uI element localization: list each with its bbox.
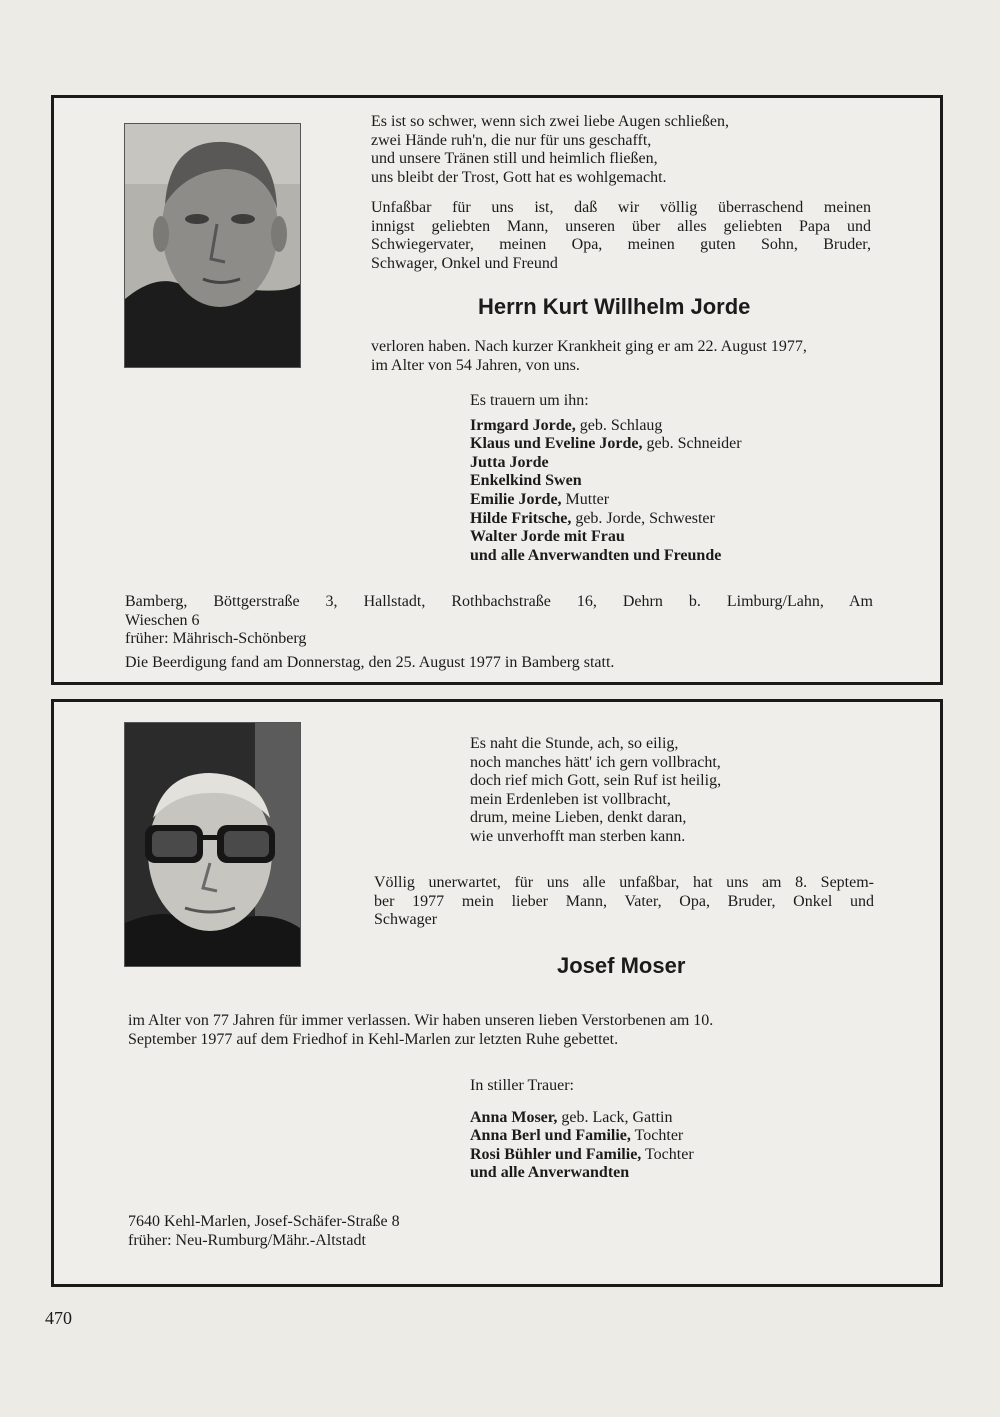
portrait-image-moser bbox=[125, 723, 300, 966]
mourners-list bbox=[470, 1077, 694, 1183]
announcement-line: Schwiegervater, meinen Opa, meinen guten Sohn, Bruder, bbox=[371, 236, 871, 254]
poem-line: zwei Hände ruh'n, die nur für uns geschafft, bbox=[371, 131, 652, 149]
mourner-entry: Hilde Fritsche, geb. Jorde, Schwester bbox=[470, 509, 715, 527]
deceased-name: Josef Moser bbox=[557, 953, 686, 978]
mourner-entry: Irmgard Jorde, geb. Schlaug bbox=[470, 416, 663, 434]
death-announcement bbox=[371, 199, 871, 273]
announcement-line: Völlig unerwartet, für uns alle unfaßbar, hat uns am 8. Septem- bbox=[374, 874, 874, 891]
memorial-poem bbox=[470, 735, 721, 847]
details-line: verloren haben. Nach kurzer Krankheit ging er am 22. August 1977, bbox=[371, 338, 807, 355]
mourner-entry: und alle Anverwandten und Freunde bbox=[470, 546, 722, 564]
announcement-line: Unfaßbar für uns ist, daß wir völlig überraschend meinen bbox=[371, 199, 871, 216]
details-line: im Alter von 77 Jahren für immer verlassen. Wir haben unseren lieben Verstorbenen am 10. bbox=[128, 1012, 714, 1029]
announcement-line: Schwager, Onkel und Freund bbox=[371, 254, 558, 272]
details-line: im Alter von 54 Jahren, von uns. bbox=[371, 356, 580, 374]
portrait-photo-moser bbox=[124, 722, 301, 967]
deceased-name: Herrn Kurt Willhelm Jorde bbox=[478, 294, 751, 319]
mourner-entry: und alle Anverwandten bbox=[470, 1164, 630, 1182]
announcement-line: ber 1977 mein lieber Mann, Vater, Opa, Bruder, Onkel und bbox=[374, 892, 874, 910]
mourner-entry: Klaus und Eveline Jorde, geb. Schneider bbox=[470, 435, 742, 453]
address-line: früher: Mährisch-Schönberg bbox=[125, 630, 307, 648]
announcement-line: Schwager bbox=[374, 911, 438, 929]
poem-line: und unsere Tränen still und heimlich fließen, bbox=[371, 150, 658, 168]
poem-line: drum, meine Lieben, denkt daran, bbox=[470, 809, 687, 827]
poem-line: doch rief mich Gott, sein Ruf ist heilig, bbox=[470, 772, 722, 790]
details-line: September 1977 auf dem Friedhof in Kehl-Marlen zur letzten Ruhe gebettet. bbox=[128, 1030, 619, 1048]
mourner-entry: Jutta Jorde bbox=[470, 453, 549, 471]
mourner-entry: Anna Moser, geb. Lack, Gattin bbox=[470, 1108, 673, 1126]
poem-line: wie unverhofft man sterben kann. bbox=[470, 827, 686, 845]
poem-line: mein Erdenleben ist vollbracht, bbox=[470, 790, 671, 808]
address-line: früher: Neu-Rumburg/Mähr.-Altstadt bbox=[128, 1231, 366, 1249]
obituary-notice-moser bbox=[51, 699, 943, 1287]
mourners-intro: In stiller Trauer: bbox=[470, 1077, 574, 1094]
mourner-entry: Rosi Bühler und Familie, Tochter bbox=[470, 1145, 694, 1163]
mourner-entry: Emilie Jorde, Mutter bbox=[470, 490, 610, 508]
death-details bbox=[371, 338, 807, 375]
address-line: Wieschen 6 bbox=[125, 611, 200, 629]
mourner-entry: Enkelkind Swen bbox=[470, 472, 582, 490]
mourners-list bbox=[470, 392, 742, 565]
poem-line: noch manches hätt' ich gern vollbracht, bbox=[470, 753, 721, 771]
page-number: 470 bbox=[45, 1308, 72, 1328]
memorial-poem bbox=[371, 113, 729, 187]
obituary-notice-jorde bbox=[51, 95, 943, 685]
mourner-entry: Walter Jorde mit Frau bbox=[470, 528, 625, 546]
family-address bbox=[125, 593, 873, 649]
family-address bbox=[128, 1213, 400, 1250]
address-line: Bamberg, Böttgerstraße 3, Hallstadt, Rothbachstraße 16, Dehrn b. Limburg/Lahn, Am bbox=[125, 593, 873, 610]
poem-line: Es naht die Stunde, ach, so eilig, bbox=[470, 735, 679, 752]
address-line: 7640 Kehl-Marlen, Josef-Schäfer-Straße 8 bbox=[128, 1213, 400, 1230]
funeral-line: Die Beerdigung fand am Donnerstag, den 25. August 1977 in Bamberg statt. bbox=[125, 654, 615, 671]
mourners-intro: Es trauern um ihn: bbox=[470, 392, 589, 409]
death-details bbox=[128, 1012, 713, 1049]
poem-line: uns bleibt der Trost, Gott hat es wohlgemacht. bbox=[371, 168, 667, 186]
poem-line: Es ist so schwer, wenn sich zwei liebe Augen schließen, bbox=[371, 113, 729, 130]
mourner-entry: Anna Berl und Familie, Tochter bbox=[470, 1127, 684, 1145]
death-announcement bbox=[374, 874, 874, 930]
funeral-notice bbox=[125, 654, 614, 673]
portrait-image-jorde bbox=[125, 124, 300, 367]
announcement-line: innigst geliebten Mann, unseren über alles geliebten Papa und bbox=[371, 217, 871, 235]
portrait-photo-jorde bbox=[124, 123, 301, 368]
